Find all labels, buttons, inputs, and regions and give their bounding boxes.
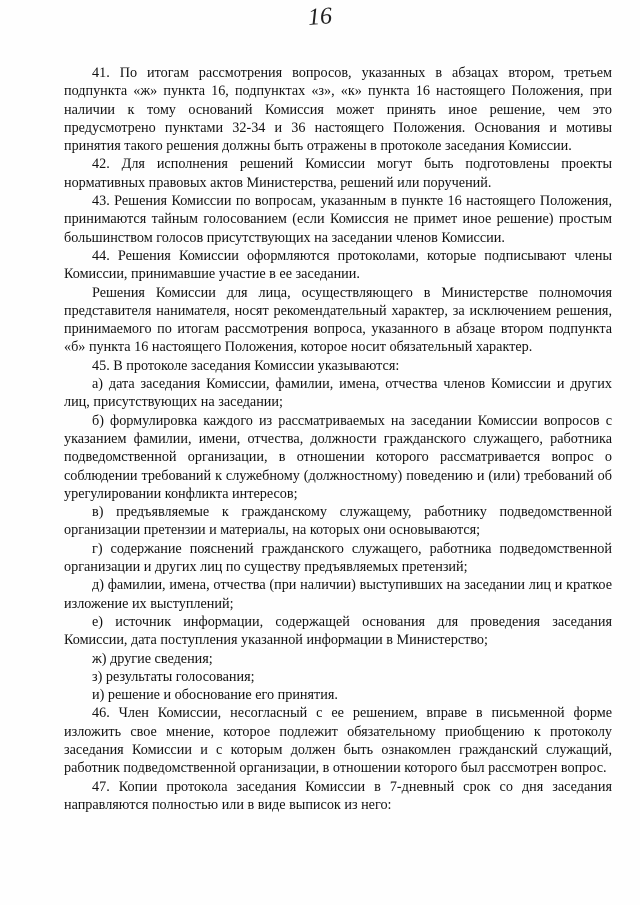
paragraph-45-zh: ж) другие сведения; xyxy=(92,650,213,667)
paragraph-47: 47. Копии протокола заседания Комиссии в 7-дневный срок со дня заседания направляются полностью или в виде выписок из него: xyxy=(64,778,612,813)
paragraph-44-note: Решения Комиссии для лица, осуществляющего в Министерстве полномочия представителя нанимателя, носят рекомендательный характер, за исключением решения, принимаемого по итогам рассмотрения вопроса, указанного в абзаце втором подпункта «б» пункта 16 настоящего Положения, которое носит обязательный характер. xyxy=(64,284,612,356)
page-number: 16 xyxy=(307,3,333,31)
paragraph-45-z: з) результаты голосования; xyxy=(92,668,255,685)
paragraph-45-e: е) источник информации, содержащей основания для проведения заседания Комиссии, дата поступления указанной информации в Министерство; xyxy=(64,613,612,649)
paragraph-45-b: б) формулировка каждого из рассматриваемых на заседании Комиссии вопросов с указанием фамилии, имени, отчества, должности гражданского служащего, работника подведомственной организации, в отношении которого рассматривается вопрос о соблюдении требований к служебному (должностному) поведению и (или) требований об урегулировании конфликта интересов; xyxy=(64,412,612,502)
paragraph-41: 41. По итогам рассмотрения вопросов, указанных в абзацах втором, третьем подпункта «ж» пункта 16, подпунктах «з», «к» пункта 16 настоящего Положения, при наличии к тому оснований Комиссия может принять иное решение, чем это предусмотрено пунктами 32-34 и 36 настоящего Положения. Основания и мотивы принятия такого решения должны быть отражены в протоколе заседания Комиссии. xyxy=(64,65,612,155)
paragraph-45-v: в) предъявляемые к гражданскому служащему, работнику подведомственной организации претензии и материалы, на которых они основываются; xyxy=(64,504,612,539)
paragraph-46: 46. Член Комиссии, несогласный с ее решением, вправе в письменной форме изложить свое мнение, которое подлежит обязательному приобщению к протоколу заседания Комиссии и с которым должен быть ознакомлен гражданский служащий, работник подведомственной организации, в отношении которого был рассмотрен вопрос. xyxy=(64,705,612,777)
paragraph-45-g: г) содержание пояснений гражданского служащего, работника подведомственной организации и других лиц по существу предъявляемых претензий; xyxy=(64,540,612,576)
paragraph-43: 43. Решения Комиссии по вопросам, указанным в пункте 16 настоящего Положения, принимаются тайным голосованием (если Комиссия не примет иное решение) простым большинством голосов присутствующих на заседании членов Комиссии. xyxy=(64,193,612,246)
document-body xyxy=(64,64,612,814)
paragraph-45: 45. В протоколе заседания Комиссии указываются: xyxy=(92,357,400,374)
paragraph-44: 44. Решения Комиссии оформляются протоколами, которые подписывают члены Комиссии, принимавшие участие в ее заседании. xyxy=(64,247,612,283)
paragraph-45-d: д) фамилии, имена, отчества (при наличии) выступивших на заседании лиц и краткое изложение их выступлений; xyxy=(64,577,612,612)
paragraph-45-a: а) дата заседания Комиссии, фамилии, имена, отчества членов Комиссии и других лиц, присутствующих на заседании; xyxy=(64,376,612,411)
paragraph-42: 42. Для исполнения решений Комиссии могут быть подготовлены проекты нормативных правовых актов Министерства, решений или поручений. xyxy=(64,156,612,191)
paragraph-45-i: и) решение и обоснование его принятия. xyxy=(92,687,338,704)
